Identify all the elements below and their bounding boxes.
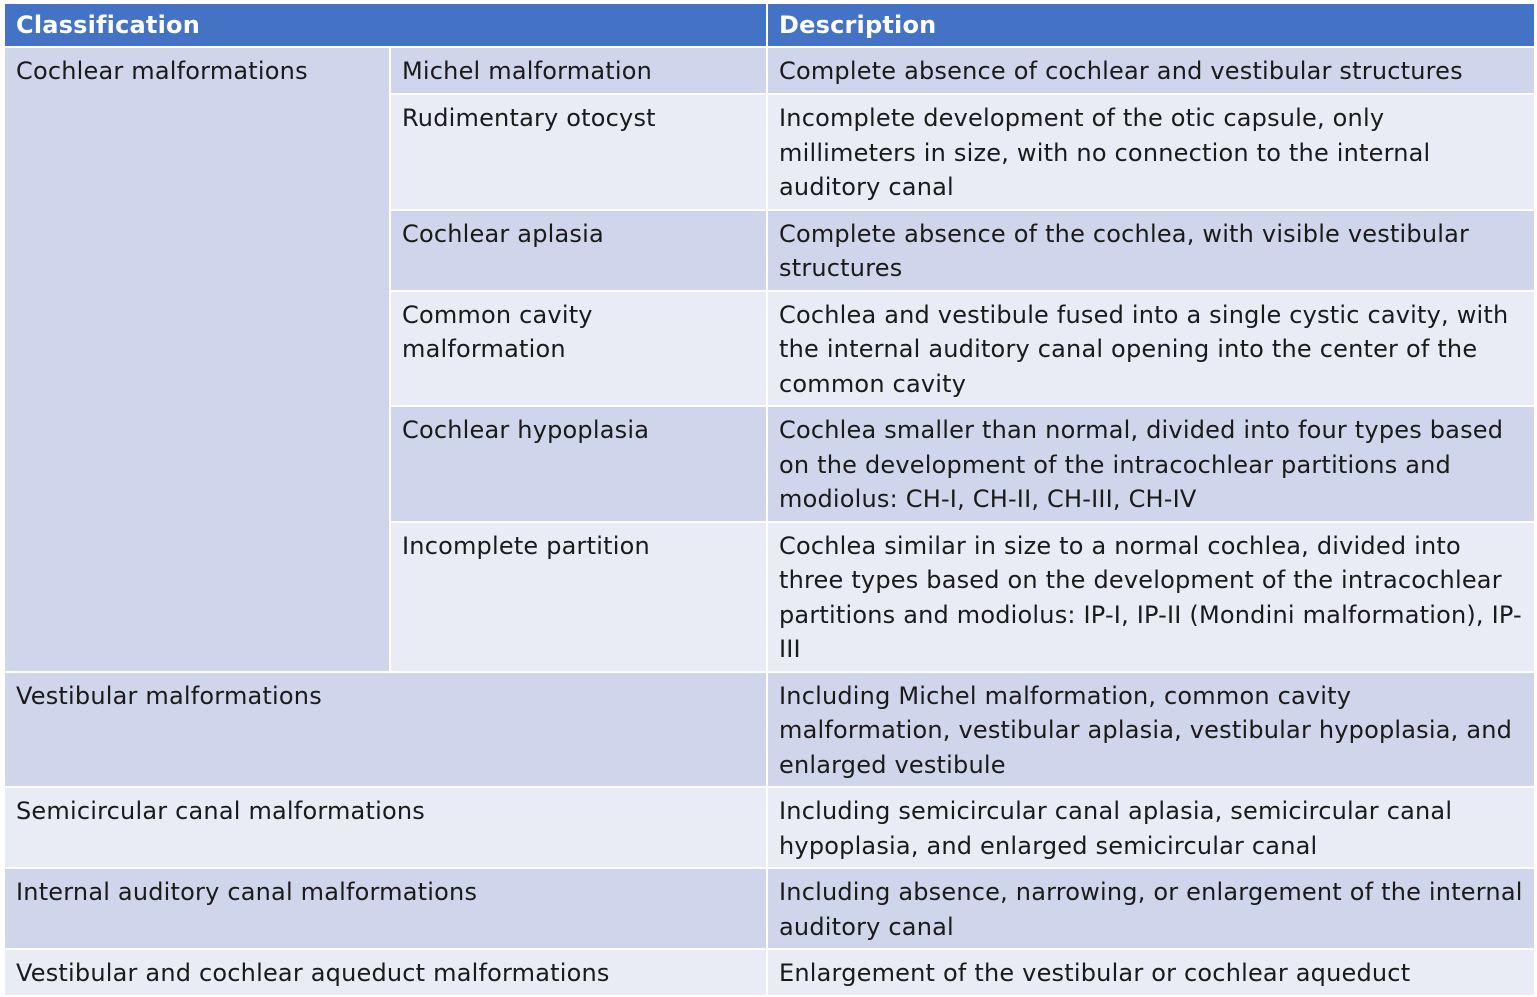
description-cell: Cochlea and vestibule fused into a single cystic cavity, with the internal auditory canal opening into the center of the common cavity: [767, 291, 1535, 407]
description-cell: Complete absence of cochlear and vestibular structures: [767, 47, 1535, 94]
description-cell: Complete absence of the cochlea, with visible vestibular structures: [767, 210, 1535, 291]
category-cell: Vestibular and cochlear aqueduct malformations: [4, 949, 767, 996]
description-cell: Including Michel malformation, common cavity malformation, vestibular aplasia, vestibular hypoplasia, and enlarged vestibule: [767, 672, 1535, 788]
category-cell: Semicircular canal malformations: [4, 787, 767, 868]
description-cell: Including absence, narrowing, or enlargement of the internal auditory canal: [767, 868, 1535, 949]
header-row: [4, 3, 1535, 47]
subtype-cell: Michel malformation: [390, 47, 767, 94]
table-row: [4, 949, 1535, 996]
description-cell: Including semicircular canal aplasia, semicircular canal hypoplasia, and enlarged semicircular canal: [767, 787, 1535, 868]
header-classification: Classification: [4, 3, 767, 47]
table-row: [4, 47, 1535, 94]
description-cell: Cochlea similar in size to a normal cochlea, divided into three types based on the development of the intracochlear partitions and modiolus: IP-I, IP-II (Mondini malformation), IP-III: [767, 522, 1535, 672]
category-cell: Vestibular malformations: [4, 672, 767, 788]
classification-table: [3, 2, 1536, 997]
description-cell: Incomplete development of the otic capsule, only millimeters in size, with no connection to the internal auditory canal: [767, 94, 1535, 210]
table-row: [4, 672, 1535, 788]
description-cell: Enlargement of the vestibular or cochlear aqueduct: [767, 949, 1535, 996]
subtype-cell: Cochlear aplasia: [390, 210, 767, 291]
header-description: Description: [767, 3, 1535, 47]
table-row: [4, 868, 1535, 949]
table-row: [4, 787, 1535, 868]
subtype-cell: Rudimentary otocyst: [390, 94, 767, 210]
subtype-cell: Common cavity malformation: [390, 291, 767, 407]
category-cochlear-malformations: Cochlear malformations: [4, 47, 390, 672]
description-cell: Cochlea smaller than normal, divided into four types based on the development of the intracochlear partitions and modiolus: CH-I, CH-II, CH-III, CH-IV: [767, 406, 1535, 522]
subtype-cell: Cochlear hypoplasia: [390, 406, 767, 522]
category-cell: Internal auditory canal malformations: [4, 868, 767, 949]
subtype-cell: Incomplete partition: [390, 522, 767, 672]
